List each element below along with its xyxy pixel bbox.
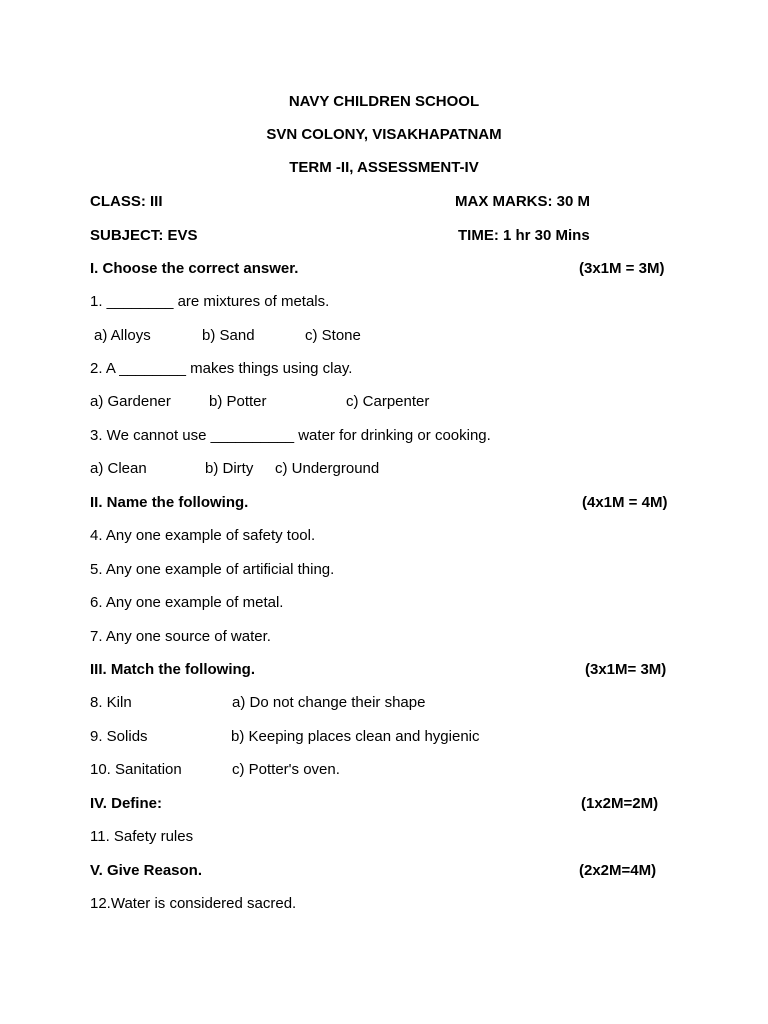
match-right-item: c) Potter's oven. [232, 761, 340, 778]
section-heading: II. Name the following. [90, 494, 249, 511]
section-marks: (4x1M = 4M) [582, 494, 668, 511]
school-name: NAVY CHILDREN SCHOOL [288, 93, 480, 110]
option-b: b) Dirty [205, 460, 254, 477]
time-label: TIME: 1 hr 30 Mins [458, 227, 590, 244]
question-text: 3. We cannot use __________ water for drinking or cooking. [90, 427, 491, 444]
option-a: a) Alloys [94, 327, 151, 344]
option-b: b) Sand [202, 327, 255, 344]
match-right-item: a) Do not change their shape [232, 694, 426, 711]
school-location: SVN COLONY, VISAKHAPATNAM [266, 126, 502, 143]
section-marks: (3x1M = 3M) [579, 260, 665, 277]
section-heading: I. Choose the correct answer. [90, 260, 299, 277]
match-left-item: 9. Solids [90, 728, 148, 745]
option-c: c) Underground [275, 460, 380, 477]
option-a: a) Gardener [90, 393, 171, 410]
subject-label: SUBJECT: EVS [90, 227, 198, 244]
match-right-item: b) Keeping places clean and hygienic [231, 728, 480, 745]
section-heading: III. Match the following. [90, 661, 255, 678]
term-title: TERM -II, ASSESSMENT-IV [289, 159, 479, 176]
question-text: 4. Any one example of safety tool. [90, 527, 316, 544]
option-c: c) Carpenter [346, 393, 430, 410]
match-left-item: 8. Kiln [90, 694, 132, 711]
option-a: a) Clean [90, 460, 147, 477]
section-heading: V. Give Reason. [90, 862, 203, 879]
section-marks: (3x1M= 3M) [585, 661, 667, 678]
max-marks: MAX MARKS: 30 M [455, 193, 591, 210]
option-c: c) Stone [305, 327, 361, 344]
question-text: 11. Safety rules [90, 828, 194, 845]
section-marks: (2x2M=4M) [579, 862, 657, 879]
question-text: 5. Any one example of artificial thing. [90, 561, 335, 578]
question-text: 7. Any one source of water. [90, 628, 271, 645]
option-b: b) Potter [209, 393, 267, 410]
question-text: 6. Any one example of metal. [90, 594, 284, 611]
match-left-item: 10. Sanitation [90, 761, 182, 778]
section-marks: (1x2M=2M) [581, 795, 659, 812]
question-text: 1. ________ are mixtures of metals. [90, 293, 330, 310]
section-heading: IV. Define: [90, 795, 162, 812]
class-label: CLASS: III [90, 193, 163, 210]
question-text: 12.Water is considered sacred. [90, 895, 297, 912]
question-text: 2. A ________ makes things using clay. [90, 360, 353, 377]
